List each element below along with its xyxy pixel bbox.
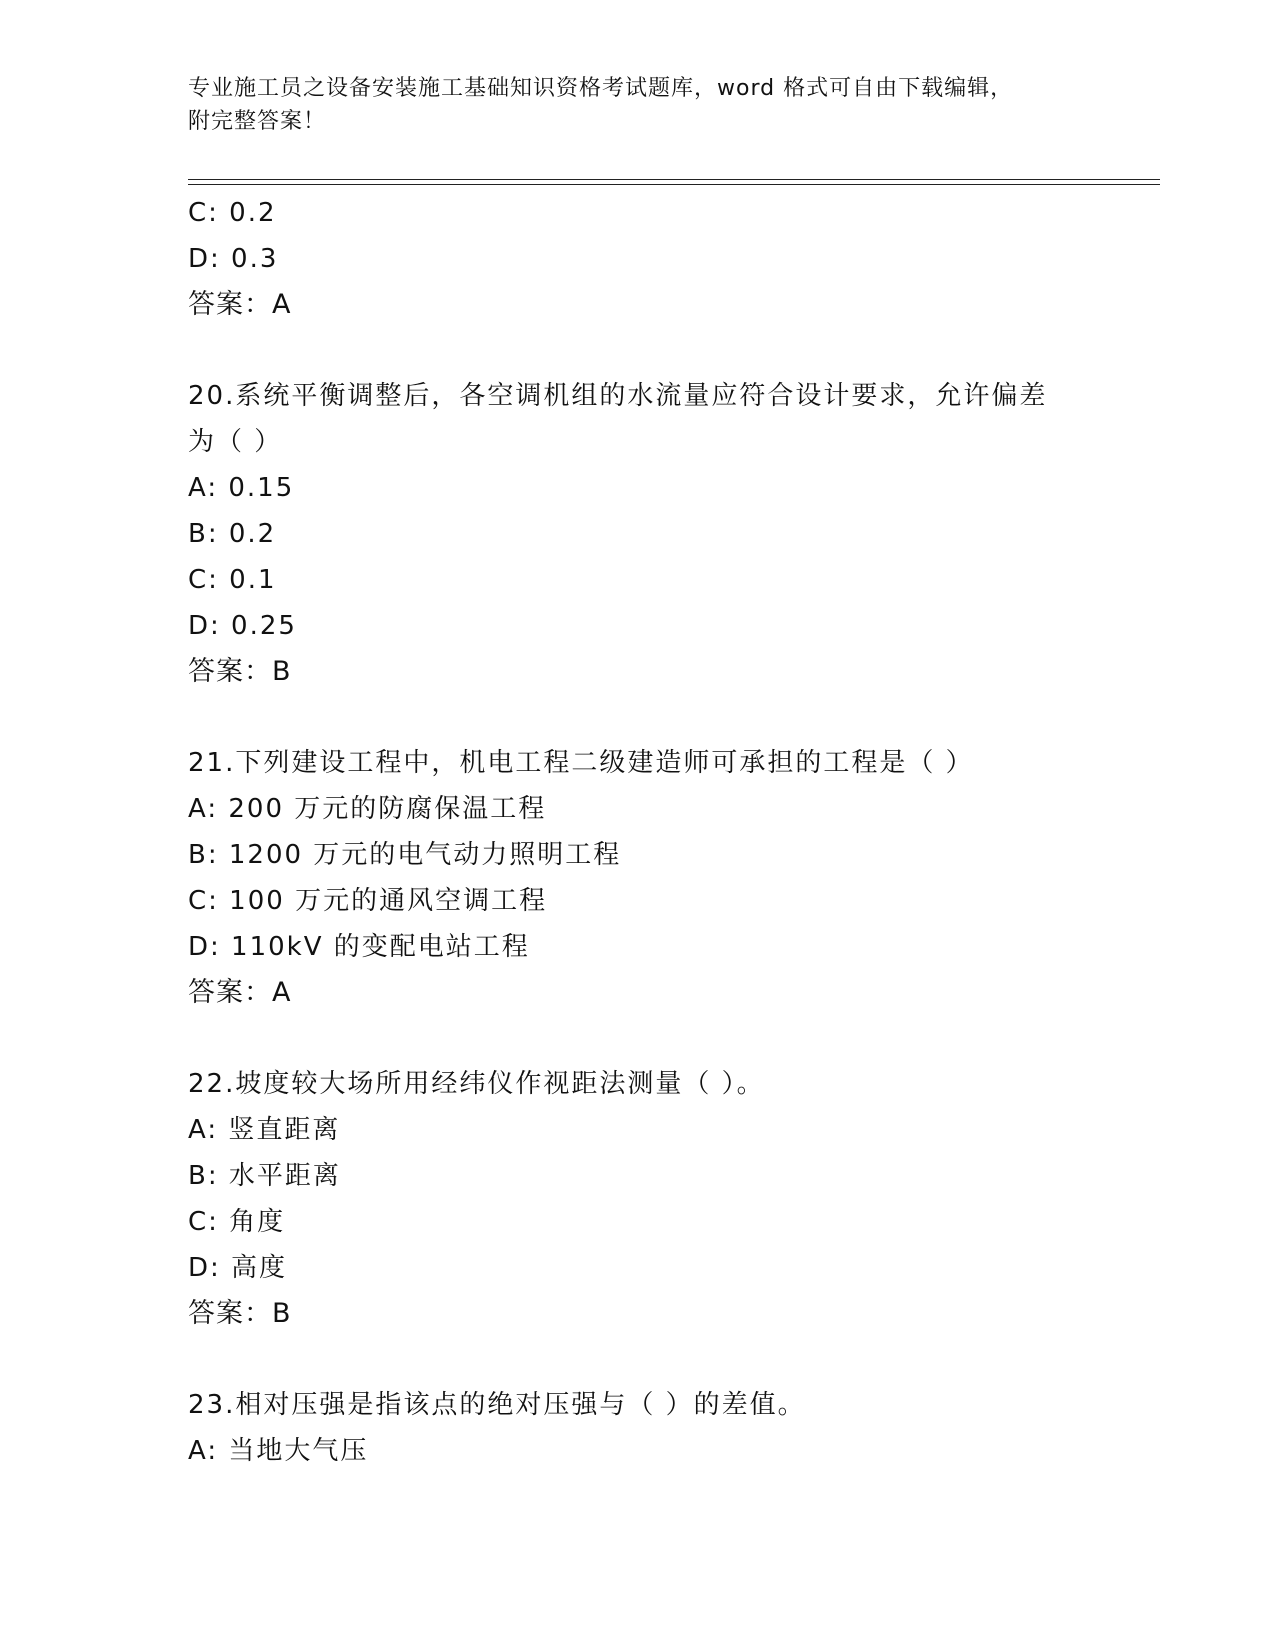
question-list bbox=[188, 190, 1168, 1474]
option-d: D: 110kV 的变配电站工程 bbox=[188, 932, 530, 962]
option-c: C: 0.1 bbox=[188, 565, 277, 595]
question-title: 23.相对压强是指该点的绝对压强与（ ）的差值。 bbox=[188, 1390, 806, 1420]
question-title: 20.系统平衡调整后，各空调机组的水流量应符合设计要求，允许偏差 bbox=[188, 381, 1048, 411]
option-d: D: 高度 bbox=[188, 1253, 288, 1283]
header-line-2: 附完整答案！ bbox=[188, 109, 327, 134]
option-b: B: 1200 万元的电气动力照明工程 bbox=[188, 840, 622, 870]
option-a: A: 当地大气压 bbox=[188, 1436, 369, 1466]
header-divider-top bbox=[188, 179, 1160, 180]
option-b: B: 0.2 bbox=[188, 519, 277, 549]
question-20 bbox=[188, 373, 1168, 695]
document-header bbox=[188, 72, 1088, 138]
answer-line: 答案：A bbox=[188, 289, 292, 320]
option-a: A: 200 万元的防腐保温工程 bbox=[188, 794, 547, 824]
option-d: D: 0.25 bbox=[188, 611, 297, 641]
question-23 bbox=[188, 1382, 1168, 1474]
option-a: A: 竖直距离 bbox=[188, 1115, 341, 1145]
answer-line: 答案：B bbox=[188, 1298, 292, 1329]
option-c: C: 0.2 bbox=[188, 198, 277, 228]
question-title: 22.坡度较大场所用经纬仪作视距法测量（ ）。 bbox=[188, 1069, 765, 1099]
option-c: C: 角度 bbox=[188, 1207, 286, 1237]
question-22 bbox=[188, 1061, 1168, 1337]
question-title-cont: 为（ ） bbox=[188, 427, 283, 457]
answer-line: 答案：B bbox=[188, 656, 292, 687]
header-line-1: 专业施工员之设备安装施工基础知识资格考试题库，word 格式可自由下载编辑， bbox=[188, 76, 1014, 101]
header-divider-bottom bbox=[188, 184, 1160, 185]
option-a: A: 0.15 bbox=[188, 473, 295, 503]
question-19-continuation bbox=[188, 190, 1168, 328]
answer-line: 答案：A bbox=[188, 977, 292, 1008]
option-c: C: 100 万元的通风空调工程 bbox=[188, 886, 548, 916]
option-d: D: 0.3 bbox=[188, 244, 279, 274]
question-21 bbox=[188, 740, 1168, 1016]
question-title: 21.下列建设工程中，机电工程二级建造师可承担的工程是（ ） bbox=[188, 748, 974, 778]
option-b: B: 水平距离 bbox=[188, 1161, 341, 1191]
